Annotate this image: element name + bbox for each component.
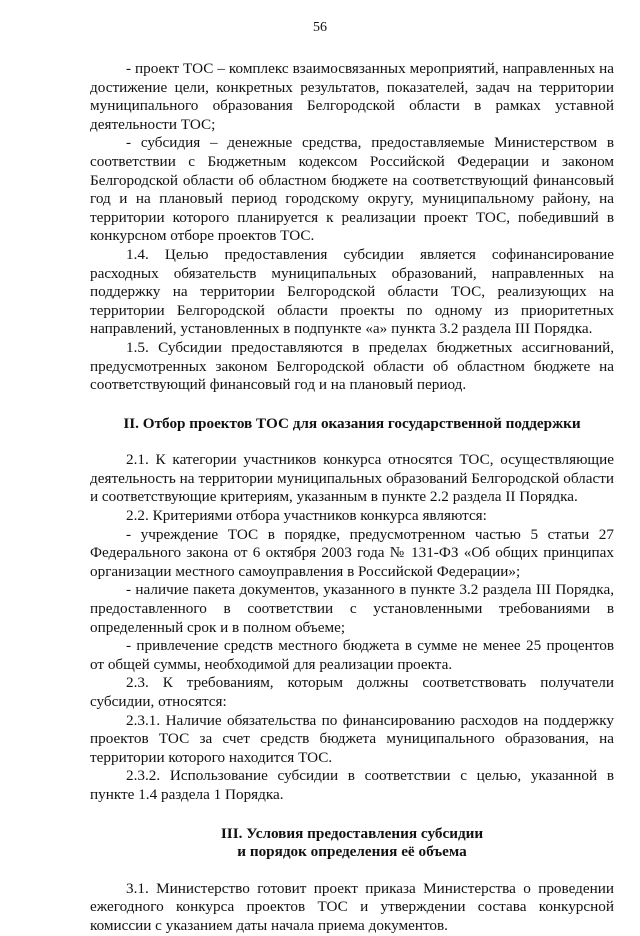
section-3-heading-line-2: и порядок определения её объема: [237, 843, 467, 861]
clause-1-5: 1.5. Субсидии предоставляются в пределах бюджетных ассигнований, предусмотренных законом Белгородской области об областном бюджете на соответствующий финансовый год и на плановый период.: [90, 338, 614, 394]
criterion-local-budget: - привлечение средств местного бюджета в сумме не менее 25 процентов от общей суммы, необходимой для реализации проекта.: [90, 637, 614, 673]
document-body: [90, 60, 614, 936]
section-2-heading: II. Отбор проектов ТОС для оказания государственной поддержки: [123, 414, 581, 432]
definition-project-tos: - проект ТОС – комплекс взаимосвязанных мероприятий, направленных на достижение цели, конкретных результатов, показателей, задач на территории муниципального образования Белгородской области в рамках уставной деятельности ТОС;: [90, 60, 614, 133]
clause-2-3-2: 2.3.2. Использование субсидии в соответствии с целью, указанной в пункте 1.4 раздела 1 Порядка.: [90, 767, 614, 803]
clause-2-3-1: 2.3.1. Наличие обязательства по финансированию расходов на поддержку проектов ТОС за счет средств бюджета муниципального образования, на территории которого находится ТОС.: [90, 711, 614, 766]
clause-2-2: 2.2. Критериями отбора участников конкурса являются:: [126, 507, 487, 525]
section-3-heading-line-1: III. Условия предоставления субсидии: [220, 824, 484, 842]
page-number: 56: [313, 20, 327, 35]
criterion-documents: - наличие пакета документов, указанного в пункте 3.2 раздела III Порядка, предоставленного в соответствии с установленными требованиями в определенный срок и в полном объеме;: [90, 581, 614, 636]
clause-2-3: 2.3. К требованиям, которым должны соответствовать получатели субсидии, относятся:: [90, 674, 614, 710]
criterion-establishment: - учреждение ТОС в порядке, предусмотренном частью 5 статьи 27 Федерального закона от 6 октября 2003 года № 131-ФЗ «Об общих принципах организации местного самоуправления в Российской Федерации»;: [90, 525, 614, 580]
clause-2-1: 2.1. К категории участников конкурса относятся ТОС, осуществляющие деятельность на территории муниципальных образований Белгородской области и соответствующие критериям, указанным в пункте 2.2 раздела II Порядка.: [90, 451, 614, 506]
definition-subsidy: - субсидия – денежные средства, предоставляемые Министерством в соответствии с Бюджетным кодексом Российской Федерации и законом Белгородской области об областном бюджете на соответствующий финансовый год и на плановый период городскому округу, муниципальному району, на территории которого планируется к реализации проект ТОС, победивший в конкурсном отборе проектов ТОС.: [90, 134, 614, 245]
section-3-heading: [90, 825, 614, 862]
clause-3-1: 3.1. Министерство готовит проект приказа Министерства о проведении ежегодного конкурса проектов ТОС и утверждении состава конкурсной комиссии с указанием даты начала приема документов.: [90, 879, 614, 934]
clause-1-4: 1.4. Целью предоставления субсидии является софинансирование расходных обязательств муниципальных образований, направленных на поддержку на территории Белгородской области ТОС, реализующих на территории Белгородской области проекты по одному из приоритетных направлений, установленных в подпункте «а» пункта 3.2 раздела III Порядка.: [90, 245, 614, 338]
